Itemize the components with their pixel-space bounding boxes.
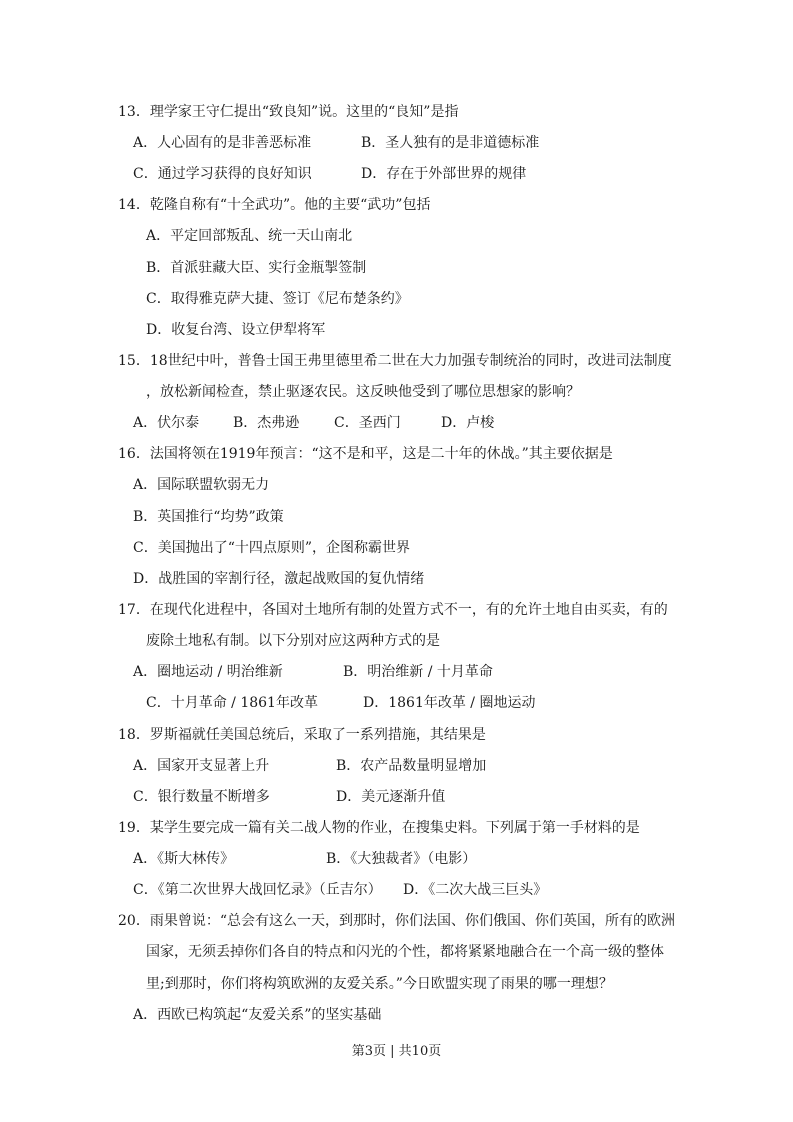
q17-option-d: D．1861年改革 / 圈地运动 [363, 695, 536, 711]
q18-stem: 18．罗斯福就任美国总统后，采取了一系列措施，其结果是 [118, 727, 486, 743]
q14-option-a: A．平定回部叛乱、统一天山南北 [146, 228, 353, 244]
q15-stem-line2: ，放松新闻检查，禁止驱逐农民。这反映他受到了哪位思想家的影响？ [146, 384, 580, 400]
q15-stem-line1: 15．18世纪中叶，普鲁士国王弗里德里希二世在大力加强专制统治的同时，改进司法制度 [118, 353, 672, 369]
q18-option-c: C．银行数量不断增多 [133, 789, 270, 805]
q16-option-a: A．国际联盟软弱无力 [133, 477, 270, 493]
q19-option-a: A．《斯大林传》 [133, 851, 235, 867]
q20-stem-line3: 里;到那时，你们将构筑欧洲的友爱关系。”今日欧盟实现了雨果的哪一理想？ [146, 976, 613, 992]
q14-option-b: B．首派驻藏大臣、实行金瓶掣签制 [146, 260, 367, 276]
q16-stem: 16．法国将领在1919年预言：“这不是和平，这是二十年的休战。”其主要依据是 [118, 446, 613, 462]
q14-stem: 14．乾隆自称有“十全武功”。他的主要“武功”包括 [118, 197, 431, 213]
q17-stem-line2: 废除土地私有制。以下分别对应这两种方式的是 [146, 633, 440, 649]
q13-option-b: B．圣人独有的是非道德标准 [361, 135, 540, 151]
q20-stem-line2: 国家，无须丢掉你们各自的特点和闪光的个性，都将紧紧地融合在一个高一级的整体 [146, 944, 664, 960]
q19-option-d: D．《二次大战三巨头》 [403, 882, 548, 898]
q15-option-a: A．伏尔泰 [133, 415, 200, 431]
q19-stem: 19．某学生要完成一篇有关二战人物的作业，在搜集史料。下列属于第一手材料的是 [118, 820, 640, 836]
q18-option-b: B．农产品数量明显增加 [336, 758, 487, 774]
q20-stem-line1: 20．雨果曾说：“总会有这么一天，到那时，你们法国、你们俄国、你们英国，所有的欧洲 [118, 913, 675, 929]
q16-option-c: C．美国抛出了“十四点原则”，企图称霸世界 [133, 540, 411, 556]
q13-stem: 13．理学家王守仁提出“致良知”说。这里的“良知”是指 [118, 104, 459, 120]
q18-option-a: A．国家开支显著上升 [133, 758, 270, 774]
q17-option-b: B．明治维新 / 十月革命 [343, 664, 493, 680]
q14-option-c: C．取得雅克萨大捷、签订《尼布楚条约》 [146, 291, 409, 307]
q15-option-c: C．圣西门 [334, 415, 401, 431]
q15-option-d: D．卢梭 [441, 415, 495, 431]
q13-option-d: D．存在于外部世界的规律 [361, 166, 527, 182]
q16-option-d: D．战胜国的宰割行径，激起战败国的复仇情绪 [133, 571, 425, 587]
q13-option-c: C．通过学习获得的良好知识 [133, 166, 312, 182]
q17-stem-line1: 17．在现代化进程中，各国对土地所有制的处置方式不一，有的允许土地自由买卖，有的 [118, 602, 668, 618]
q20-option-a: A．西欧已构筑起“友爱关系”的坚实基础 [133, 1007, 382, 1023]
q18-option-d: D．美元逐渐升值 [336, 789, 446, 805]
q19-option-c: C．《第二次世界大战回忆录》（丘吉尔） [133, 882, 382, 898]
q19-option-b: B．《大独裁者》（电影） [326, 851, 477, 867]
q16-option-b: B．英国推行“均势”政策 [133, 509, 284, 525]
q17-option-c: C．十月革命 / 1861年改革 [146, 695, 318, 711]
q15-option-b: B．杰弗逊 [233, 415, 300, 431]
page-number: 第3页 | 共10页 [351, 1044, 442, 1059]
q13-option-a: A．人心固有的是非善恶标准 [133, 135, 312, 151]
q14-option-d: D．收复台湾、设立伊犁将军 [146, 322, 326, 338]
q17-option-a: A．圈地运动 / 明治维新 [133, 664, 283, 680]
